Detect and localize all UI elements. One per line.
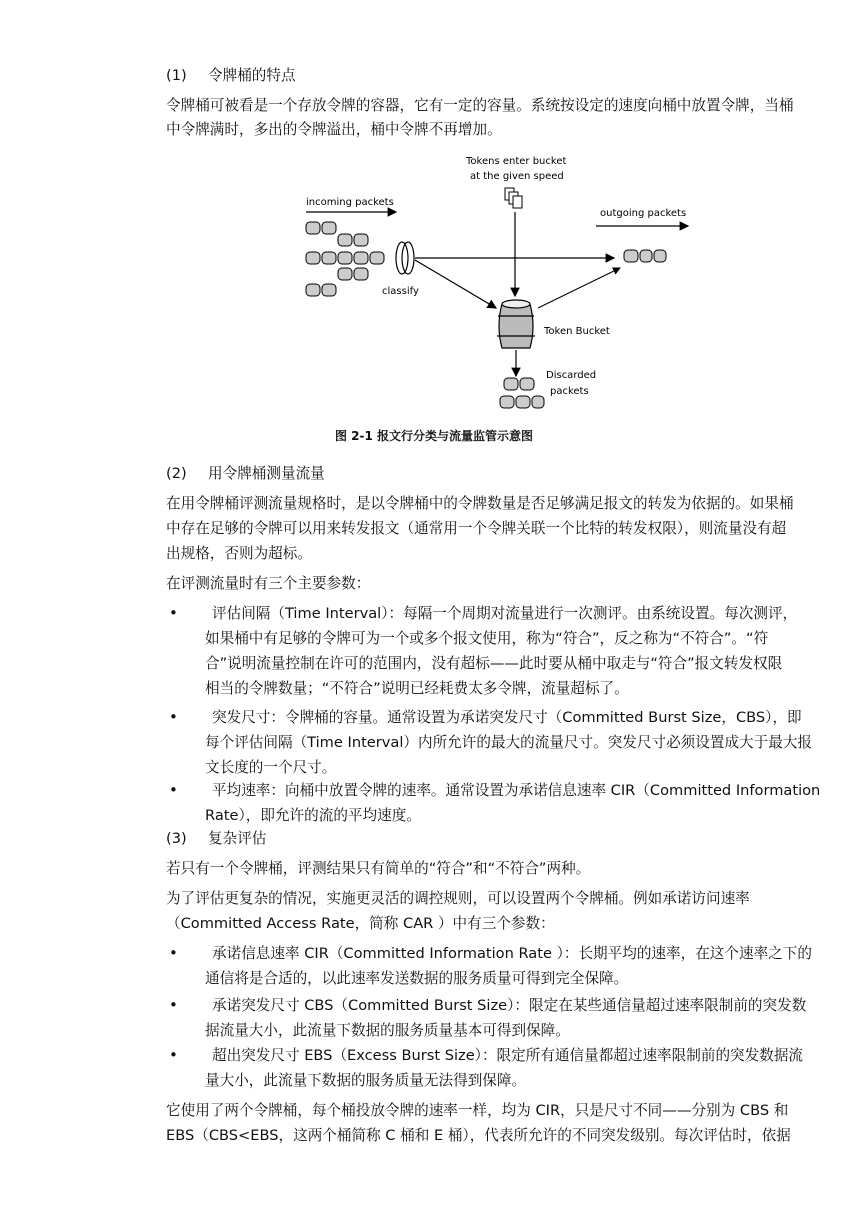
bullet-text: 超出突发尺寸 EBS（Excess Burst Size）：限定所有通信量都超过速率限制前的突发数据流: [212, 1047, 804, 1064]
paragraph-line: （Committed Access Rate，简称 CAR ）中有三个参数：: [166, 915, 555, 932]
section-2-heading: [166, 464, 325, 484]
section-3-heading: [166, 829, 266, 849]
paragraph-line: 中令牌满时，多出的令牌溢出，桶中令牌不再增加。: [166, 121, 502, 138]
bullet-text: 突发尺寸：令牌桶的容量。通常设置为承诺突发尺寸（Committed Burst Size，CBS），即: [212, 709, 802, 726]
bullet-dot: •: [169, 708, 178, 726]
section-number: (2): [166, 465, 187, 482]
bucket-icon: [497, 300, 535, 348]
bullet-text: 据流量大小，此流量下数据的服务质量基本可得到保障。: [205, 1022, 570, 1039]
paragraph-line: 为了评估更复杂的情况，实施更灵活的调控规则，可以设置两个令牌桶。例如承诺访问速率: [166, 890, 750, 907]
section-title: 用令牌桶测量流量: [208, 465, 325, 482]
bullet-dot: •: [169, 996, 178, 1014]
classify-to-bucket-arrow: [415, 260, 496, 308]
incoming-label: incoming packets: [306, 197, 394, 208]
bullet-text: 合”说明流量控制在许可的范围内，没有超标——此时要从桶中取走与“符合”报文转发权限: [205, 655, 783, 672]
bullet-text: 每个评估间隔（Time Interval）内所允许的最大的流量尺寸。突发尺寸必须设置成大于最大报: [205, 734, 813, 751]
bullet-text: 量大小，此流量下数据的服务质量无法得到保障。: [205, 1072, 527, 1089]
paragraph-line: 在用令牌桶评测流量规格时，是以令牌桶中的令牌数量是否足够满足报文的转发为依据的。如果桶: [166, 495, 794, 512]
bullet-text: 通信将是合适的，以此速率发送数据的服务质量可得到完全保障。: [205, 970, 629, 987]
paragraph-line: 它使用了两个令牌桶，每个桶投放令牌的速率一样，均为 CIR，只是尺寸不同——分别为 CBS 和: [166, 1102, 789, 1119]
bullet-dot: •: [169, 944, 178, 962]
tokens-label-1: Tokens enter bucket: [466, 156, 567, 167]
paragraph-line: 若只有一个令牌桶，评测结果只有简单的“符合”和“不符合”两种。: [166, 860, 591, 877]
outgoing-packets-icon: [624, 250, 666, 262]
paragraph-line: 令牌桶可被看是一个存放令牌的容器，它有一定的容量。系统按设定的速度向桶中放置令牌，当桶: [166, 97, 794, 114]
figure-caption: 图 2-1 报文行分类与流量监管示意图: [334, 429, 534, 443]
outgoing-label: outgoing packets: [600, 208, 687, 219]
bucket-label: Token Bucket: [544, 326, 610, 337]
discarded-label-2: packets: [550, 386, 589, 397]
bullet-dot: •: [169, 604, 178, 622]
bullet-text: 文长度的一个尺寸。: [205, 759, 337, 776]
section-title: 复杂评估: [208, 830, 267, 847]
tokens-icon: [505, 188, 522, 208]
section-number: (1): [166, 67, 187, 84]
bullet-text: 承诺信息速率 CIR（Committed Information Rate ）：长期平均的速率，在这个速率之下的: [212, 945, 812, 962]
paragraph-line: EBS（CBS<EBS，这两个桶简称 C 桶和 E 桶），代表所允许的不同突发级别。每次评估时，依据: [166, 1127, 791, 1144]
bucket-to-outgoing-arrow: [538, 268, 620, 308]
bullet-text: 如果桶中有足够的令牌可为一个或多个报文使用，称为“符合”，反之称为“不符合”。“符: [205, 630, 769, 647]
incoming-packets-icon: [306, 222, 384, 296]
bullet-text: 承诺突发尺寸 CBS（Committed Burst Size）：限定在某些通信量超过速率限制前的突发数: [212, 997, 807, 1014]
bullet-text: 评估间隔（Time Interval）：每隔一个周期对流量进行一次测评。由系统设置。每次测评，: [212, 605, 798, 622]
token-bucket-diagram: [290, 150, 700, 420]
paragraph-line: 在评测流量时有三个主要参数：: [166, 575, 371, 592]
discarded-label-1: Discarded: [546, 370, 597, 381]
classify-label: classify: [382, 286, 419, 297]
section-title: 令牌桶的特点: [208, 67, 296, 84]
bullet-text: Rate），即允许的流的平均速度。: [205, 807, 421, 824]
section-1-heading: [166, 66, 296, 86]
paragraph-line: 出规格，否则为超标。: [166, 545, 312, 562]
discarded-packets-icon: [500, 378, 544, 408]
bullet-text: 相当的令牌数量；“不符合”说明已经耗费太多令牌，流量超标了。: [205, 680, 629, 697]
bullet-text: 平均速率：向桶中放置令牌的速率。通常设置为承诺信息速率 CIR（Committed Information: [212, 782, 821, 799]
classifier-icon: [396, 242, 414, 274]
bullet-dot: •: [169, 781, 178, 799]
paragraph-line: 中存在足够的令牌可以用来转发报文（通常用一个令牌关联一个比特的转发权限），则流量没有超: [166, 520, 787, 537]
bullet-dot: •: [169, 1046, 178, 1064]
section-number: (3): [166, 830, 187, 847]
tokens-label-2: at the given speed: [470, 171, 564, 182]
